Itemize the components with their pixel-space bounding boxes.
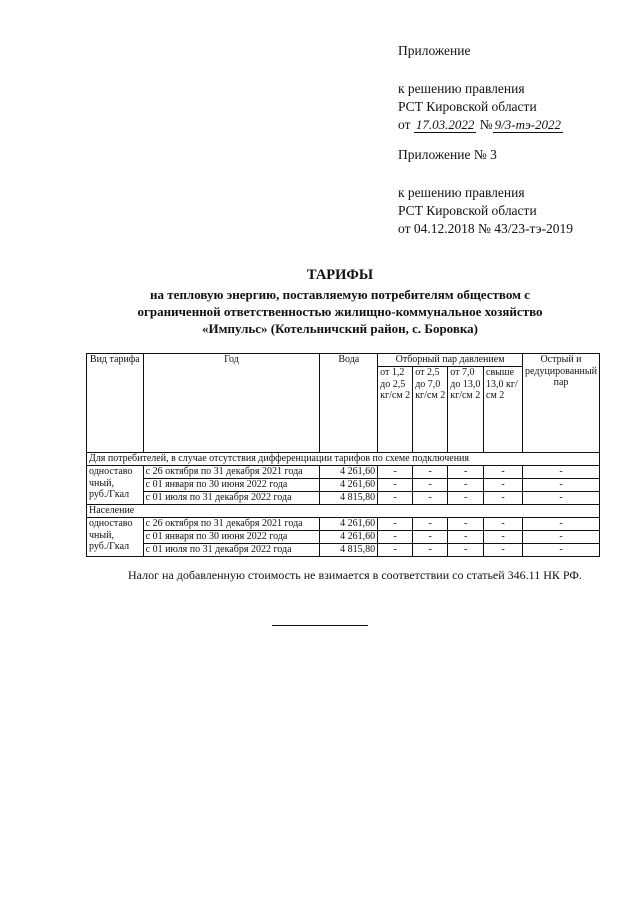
table-row (87, 544, 600, 557)
vat-note: Налог на добавленную стоимость не взимается в соответствии со статьей 346.11 НК РФ. (128, 568, 582, 582)
value-cell: - (413, 492, 448, 505)
value-cell: - (378, 479, 413, 492)
value-cell: - (523, 492, 600, 505)
decision2-line-3: от 04.12.2018 № 43/23-тэ-2019 (398, 221, 573, 236)
table-row (87, 466, 600, 479)
handwritten-number: 9/3-тэ-2022 (494, 117, 562, 132)
water-cell: 4 261,60 (320, 466, 378, 479)
value-cell: - (413, 479, 448, 492)
section-title: Для потребителей, в случае отсутствия дифференциации тарифов по схеме подключения (87, 453, 600, 466)
value-cell: - (413, 466, 448, 479)
appendix-label: Приложение (398, 43, 471, 58)
tariff-type-line: чный, (89, 529, 114, 541)
value-cell: - (413, 518, 448, 531)
value-cell: - (413, 531, 448, 544)
water-cell: 4 261,60 (320, 518, 378, 531)
table-header-row (87, 354, 600, 367)
table-row (87, 479, 600, 492)
closing-rule (272, 625, 368, 626)
decision-line-1: к решению правления (398, 81, 525, 96)
value-cell: - (523, 531, 600, 544)
value-cell: - (448, 531, 484, 544)
value-cell: - (448, 466, 484, 479)
water-cell: 4 261,60 (320, 479, 378, 492)
tariff-type-line: чный, (89, 477, 114, 489)
title-line-2: ограниченной ответственностью жилищно-коммунальное хозяйство (137, 304, 543, 319)
value-cell: - (378, 531, 413, 544)
header-steam: Отборный пар давлением (378, 354, 523, 367)
decision2-line-2: РСТ Кировской области (398, 203, 537, 218)
section-row (87, 453, 600, 466)
period-cell: с 26 октября по 31 декабря 2021 года (143, 518, 320, 531)
handwritten-date: 17.03.2022 (415, 117, 475, 132)
value-cell: - (448, 544, 484, 557)
tariff-type-cell (87, 466, 144, 505)
value-cell: - (378, 544, 413, 557)
value-cell: - (378, 492, 413, 505)
decision-date-line (398, 116, 563, 134)
header-steam-col-2: от 2,5 до 7,0 кг/см 2 (413, 367, 448, 453)
tariff-type-line: руб./Гкал (89, 541, 130, 552)
tariff-table (86, 353, 600, 557)
table-row (87, 531, 600, 544)
tariff-type-line: одноставо (89, 518, 133, 529)
number-prefix: № (479, 117, 493, 132)
header-sharp-steam: Острый и редуцированный пар (523, 354, 600, 453)
period-cell: с 01 января по 30 июня 2022 года (143, 479, 320, 492)
value-cell: - (523, 466, 600, 479)
value-cell: - (378, 466, 413, 479)
title-line-3: «Импульс» (Котельничский район, с. Боровка) (201, 321, 478, 336)
table-row (87, 492, 600, 505)
decision2-line-1: к решению правления (398, 185, 525, 200)
appendix-3-label: Приложение № 3 (398, 147, 497, 162)
table-row (87, 518, 600, 531)
period-cell: с 01 июля по 31 декабря 2022 года (143, 544, 320, 557)
value-cell: - (523, 479, 600, 492)
header-steam-col-3: от 7,0 до 13,0 кг/см 2 (448, 367, 484, 453)
header-steam-col-1: от 1,2 до 2,5 кг/см 2 (378, 367, 413, 453)
value-cell: - (484, 518, 523, 531)
water-cell: 4 815,80 (320, 544, 378, 557)
title-line-1: на тепловую энергию, поставляемую потребителям обществом с (150, 287, 530, 302)
header-water: Вода (320, 354, 378, 453)
header-type: Вид тарифа (87, 354, 144, 453)
water-cell: 4 261,60 (320, 531, 378, 544)
date-prefix: от (398, 117, 411, 132)
period-cell: с 01 июля по 31 декабря 2022 года (143, 492, 320, 505)
value-cell: - (448, 518, 484, 531)
tariff-type-line: руб./Гкал (89, 489, 130, 500)
section-title: Население (87, 505, 600, 518)
value-cell: - (484, 466, 523, 479)
tariff-type-cell (87, 518, 144, 557)
value-cell: - (484, 544, 523, 557)
value-cell: - (413, 544, 448, 557)
water-cell: 4 815,80 (320, 492, 378, 505)
value-cell: - (484, 492, 523, 505)
header-year: Год (143, 354, 320, 453)
section-row (87, 505, 600, 518)
value-cell: - (448, 479, 484, 492)
period-cell: с 26 октября по 31 декабря 2021 года (143, 466, 320, 479)
value-cell: - (484, 479, 523, 492)
header-steam-col-4: свыше 13,0 кг/см 2 (484, 367, 523, 453)
value-cell: - (523, 544, 600, 557)
value-cell: - (448, 492, 484, 505)
decision-line-2: РСТ Кировской области (398, 99, 537, 114)
document-title: ТАРИФЫ (306, 267, 374, 283)
value-cell: - (523, 518, 600, 531)
tariff-type-line: одноставо (89, 466, 133, 477)
period-cell: с 01 января по 30 июня 2022 года (143, 531, 320, 544)
value-cell: - (378, 518, 413, 531)
value-cell: - (484, 531, 523, 544)
